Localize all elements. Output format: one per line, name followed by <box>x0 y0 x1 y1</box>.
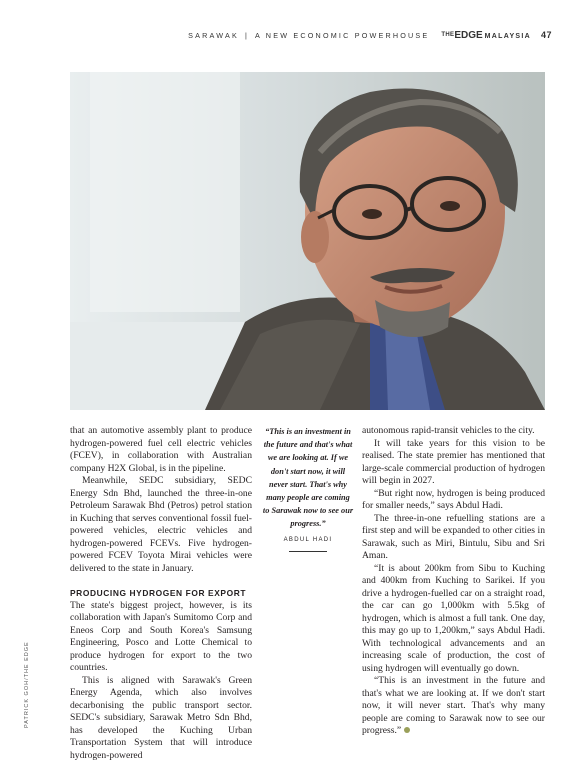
right-paragraph-2: It will take years for this vision to be realised. The state premier has mentioned that large-scale commercial production of hydrogen will begin in 2027. <box>362 438 545 488</box>
publication-logo <box>441 30 531 41</box>
pull-quote-text: “This is an investment in the future and that's what we are looking at. If we don't start now, it will never start. That's why many people are coming to Sarawak now to see our progress.” <box>262 425 354 531</box>
header-separator: | <box>245 31 249 40</box>
right-paragraph-5: “It is about 200km from Sibu to Kuching and 400km from Kuching to Sarikei. If you drive a hydrogen-fuelled car on a straight road, the car can go 1,000km with 5.5kg of hydrogen, which is almost a full tank. One day, this may go up to 1,200km,” says Abdul Hadi. With technological advancements and an increasing scale of production, the cost of using hydrogen will eventually go down. <box>362 563 545 676</box>
left-paragraph-3: The state's biggest project, however, is its collaboration with Japan's Sumitomo Corp and Eneos Corp and South Korea's Samsung Engineering, Posco and Lotte Chemical to produce hydrogen for export to the two countries. <box>70 600 252 675</box>
pull-quote <box>262 425 354 552</box>
header-subtitle: A NEW ECONOMIC POWERHOUSE <box>255 31 429 40</box>
pull-quote-rule <box>289 551 327 552</box>
right-paragraph-6-text: “This is an investment in the future and that's what we are looking at. If we don't start now, it will never start. That's why many people are coming to Sarawak now to see our progress.” <box>362 675 545 736</box>
photo-credit: PATRICK GOH/THE EDGE <box>24 628 34 728</box>
portrait-photo <box>70 72 545 410</box>
left-paragraph-1: that an automotive assembly plant to produce hydrogen-powered fuel cell electric vehicles (FCEV), in collaboration with Australian company H2X Global, is in the pipeline. <box>70 425 252 475</box>
left-paragraph-4: This is aligned with Sarawak's Green Energy Agenda, which also involves decarbonising the public transport sector. SEDC's subsidiary, Sarawak Metro Sdn Bhd, has developed the Kuching Urban Transportation System that will introduce hydrogen-powered <box>70 675 252 762</box>
right-paragraph-4: The three-in-one refuelling stations are a first step and will be expanded to other cities in Sarawak, such as Miri, Bintulu, Sibu and Sri Aman. <box>362 513 545 563</box>
logo-the: THE <box>441 32 454 38</box>
right-paragraph-6 <box>362 675 545 738</box>
logo-country: MALAYSIA <box>485 33 531 40</box>
pull-quote-attribution: ABDUL HADI <box>262 534 354 547</box>
article-column-right <box>362 425 545 738</box>
logo-edge: EDGE <box>454 30 482 41</box>
running-header <box>0 28 552 42</box>
page-number: 47 <box>541 30 552 40</box>
left-paragraph-2: Meanwhile, SEDC subsidiary, SEDC Energy Sdn Bhd, launched the three-in-one Petroleum Sarawak Bhd (Petros) petrol station in Kuching that serves conventional fossil fuel-powered vehicles, electric vehicles and hydrogen-powered FCEVs. Five hydrogen-powered FCEV Toyota Mirai vehicles were delivered to the state in January. <box>70 475 252 575</box>
header-section: SARAWAK <box>188 31 239 40</box>
right-paragraph-3: “But right now, hydrogen is being produced for smaller needs,” says Abdul Hadi. <box>362 488 545 513</box>
end-mark-icon <box>404 727 410 733</box>
portrait-illustration <box>70 72 545 410</box>
article-column-left <box>70 425 252 762</box>
right-paragraph-1: autonomous rapid-transit vehicles to the city. <box>362 425 545 438</box>
section-subhead: PRODUCING HYDROGEN FOR EXPORT <box>70 587 252 600</box>
